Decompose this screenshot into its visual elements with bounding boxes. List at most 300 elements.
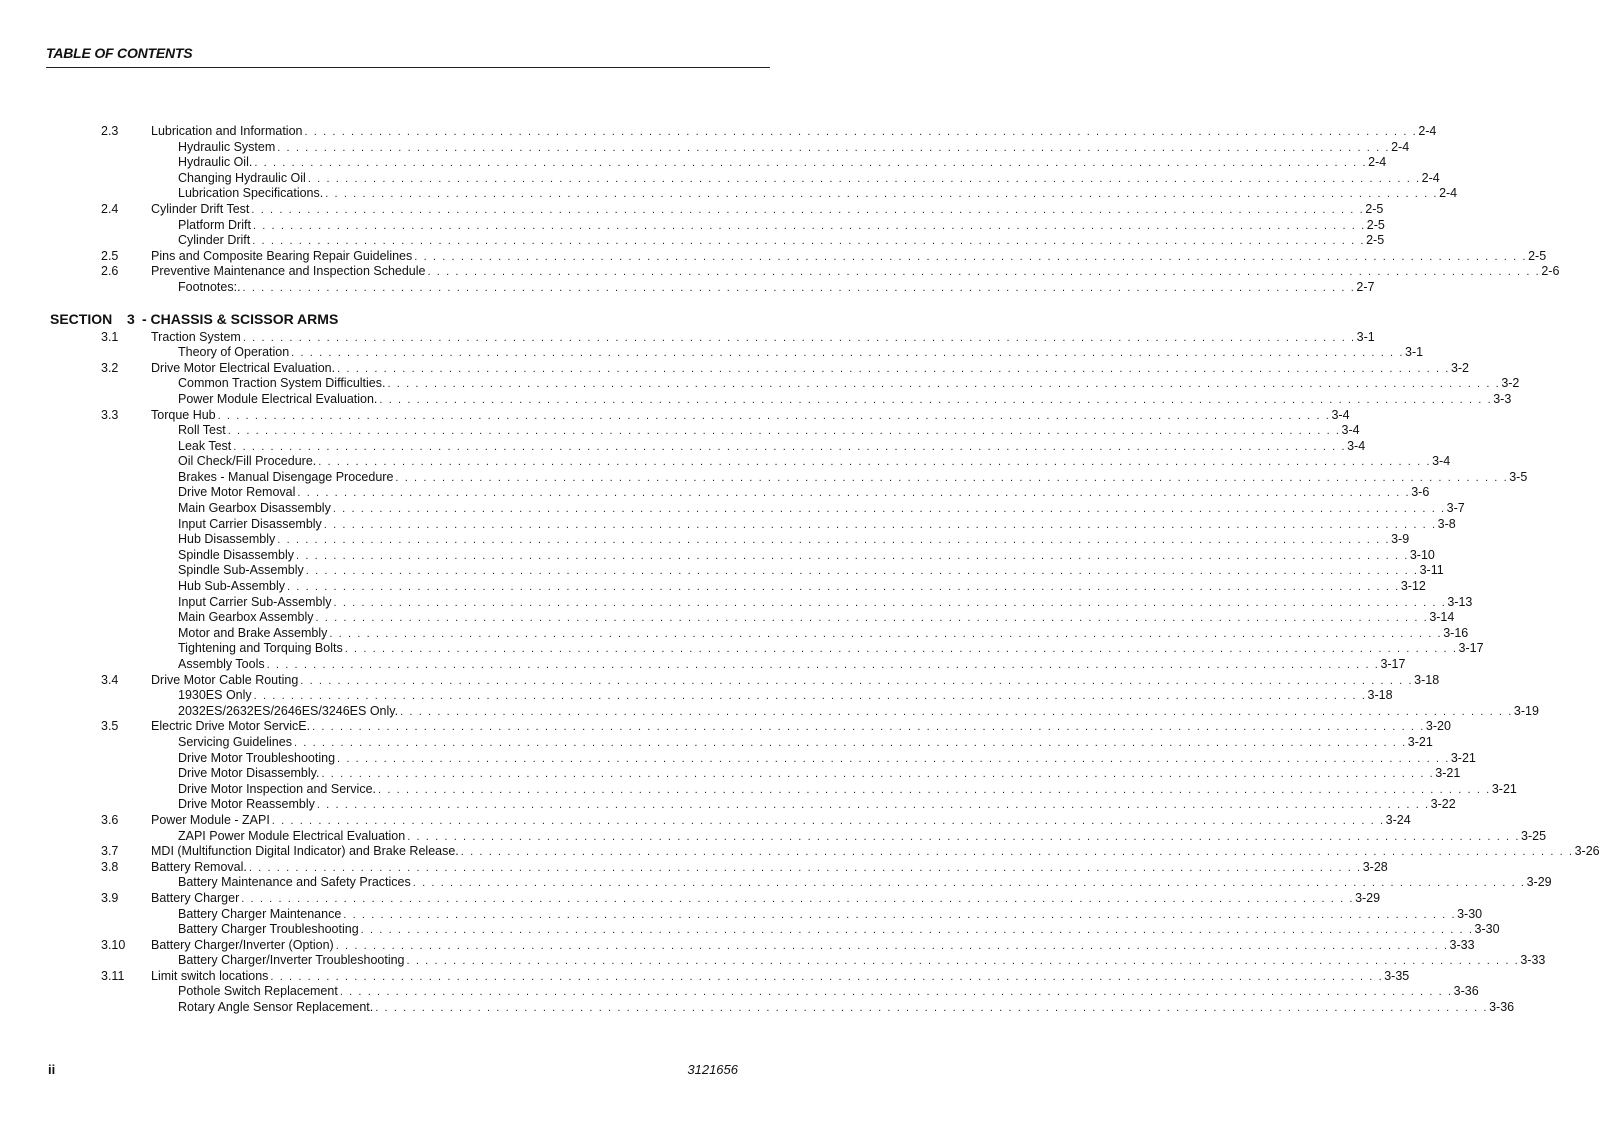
toc-entry-title: Drive Motor Troubleshooting [178, 750, 336, 765]
dot-leader: . . . . . . . . . . . . . . . . . . . . . . . . . . . . . . . . . . . . . . . . . . . . . . . . . . . . . . . . . . . . . . . . . . . . . . . . . . . . . . . . . . . . . . . . . . . . . . . . . . . . . . . . . . . . . . . . . . . . . . . . [287, 581, 1400, 594]
toc-row [0, 625, 1469, 642]
toc-row [0, 844, 1600, 860]
toc-entry-title: Lubrication and Information [151, 124, 303, 138]
toc-entry-title: Assembly Tools [178, 657, 265, 671]
toc-row [0, 547, 1435, 564]
toc-row [0, 610, 1455, 626]
toc-entry-link[interactable] [178, 186, 1458, 203]
toc-entry-number: 3.2 [101, 360, 119, 375]
header-divider [46, 67, 770, 68]
toc-entry-link[interactable] [178, 953, 1546, 970]
dot-leader: . . . . . . . . . . . . . . . . . . . . . . . . . . . . . . . . . . . . . . . . . . . . . . . . . . . . . . . . . . . . . . . . . . . . . . . . . . . . . . . . . . . . . . . . . . . . . . . . . . . . . . . . . . . . . . . . . . . . . . . . [271, 814, 1385, 827]
toc-entry-page: 2-6 [1541, 264, 1560, 279]
toc-entry-link[interactable] [178, 657, 1406, 674]
toc-entry-title: Preventive Maintenance and Inspection Schedule [151, 264, 426, 279]
toc-row [0, 248, 1547, 265]
dot-leader: . . . . . . . . . . . . . . . . . . . . . . . . . . . . . . . . . . . . . . . . . . . . . . . . . . . . . . . . . . . . . . . . . . . . . . . . . . . . . . . . . . . . . . . . . . . . . . . . . . . . . . . . . . . . . . . . . . . . . . . . [427, 266, 1541, 279]
dot-leader: . . . . . . . . . . . . . . . . . . . . . . . . . . . . . . . . . . . . . . . . . . . . . . . . . . . . . . . . . . . . . . . . . . . . . . . . . . . . . . . . . . . . . . . . . . . . . . . . . . . . . . . . . . . . . . . . . . . . . . . . [242, 331, 1356, 344]
toc-row [0, 984, 1479, 1000]
toc-entry-title: Common Traction System Difficulties. [178, 376, 386, 391]
toc-row [0, 968, 1410, 985]
toc-entry-title: Main Gearbox Disassembly [178, 501, 331, 516]
toc-entry-title: Roll Test [178, 423, 226, 438]
toc-entry-link[interactable] [178, 875, 1552, 892]
toc-entry-page: 2-4 [1391, 139, 1410, 154]
toc-row [0, 423, 1360, 439]
toc-row [0, 641, 1484, 657]
toc-entry-page: 3-20 [1425, 719, 1451, 734]
toc-entry-page: 3-19 [1513, 703, 1539, 718]
dot-leader: . . . . . . . . . . . . . . . . . . . . . . . . . . . . . . . . . . . . . . . . . . . . . . . . . . . . . . . . . . . . . . . . . . . . . . . . . . . . . . . . . . . . . . . . . . . . . . . . . . . . . . . . . . . . . . . . . . . . . . . . [254, 157, 1368, 170]
toc-entry-title: Battery Maintenance and Safety Practices [178, 875, 411, 890]
dot-leader: . . . . . . . . . . . . . . . . . . . . . . . . . . . . . . . . . . . . . . . . . . . . . . . . . . . . . . . . . . . . . . . . . . . . . . . . . . . . . . . . . . . . . . . . . . . . . . . . . . . . . . . . . . . . . . . . . . . . . . . . [375, 1002, 1489, 1015]
dot-leader: . . . . . . . . . . . . . . . . . . . . . . . . . . . . . . . . . . . . . . . . . . . . . . . . . . . . . . . . . . . . . . . . . . . . . . . . . . . . . . . . . . . . . . . . . . . . . . . . . . . . . . . . . . . . . . . . . . . . . . . . [339, 986, 1453, 999]
toc-row [0, 485, 1430, 501]
dot-leader: . . . . . . . . . . . . . . . . . . . . . . . . . . . . . . . . . . . . . . . . . . . . . . . . . . . . . . . . . . . . . . . . . . . . . . . . . . . . . . . . . . . . . . . . . . . . . . . . . . . . . . . . . . . . . . . . . . . . . . . . [329, 627, 1443, 640]
toc-row [0, 454, 1451, 470]
toc-entry-page: 3-17 [1458, 641, 1484, 656]
toc-entry-link[interactable] [178, 376, 1520, 393]
toc-entry-page: 2-4 [1368, 155, 1387, 170]
toc-entry-title: Limit switch locations [151, 968, 269, 983]
toc-entry-page: 3-7 [1446, 501, 1465, 516]
toc-entry-link[interactable] [151, 859, 1388, 877]
toc-entry-link[interactable] [151, 360, 1470, 378]
toc-entry-page: 3-21 [1450, 750, 1476, 765]
toc-entry-link[interactable] [178, 766, 1461, 783]
toc-entry-page: 3-28 [1362, 859, 1388, 874]
dot-leader: . . . . . . . . . . . . . . . . . . . . . . . . . . . . . . . . . . . . . . . . . . . . . . . . . . . . . . . . . . . . . . . . . . . . . . . . . . . . . . . . . . . . . . . . . . . . . . . . . . . . . . . . . . . . . . . . . . . . . . . . [378, 783, 1491, 796]
toc-entry-link[interactable] [178, 563, 1444, 580]
toc-entry-link[interactable] [178, 579, 1426, 596]
toc-row [0, 688, 1393, 704]
footer-doc-number: 3121656 [687, 1062, 738, 1077]
dot-leader: . . . . . . . . . . . . . . . . . . . . . . . . . . . . . . . . . . . . . . . . . . . . . . . . . . . . . . . . . . . . . . . . . . . . . . . . . . . . . . . . . . . . . . . . . . . . . . . . . . . . . . . . . . . . . . . . . . . . . . . . [266, 659, 1380, 671]
dot-leader: . . . . . . . . . . . . . . . . . . . . . . . . . . . . . . . . . . . . . . . . . . . . . . . . . . . . . . . . . . . . . . . . . . . . . . . . . . . . . . . . . . . . . . . . . . . . . . . . . . . . . . . . . . . . . . . . . . . . . . . . [407, 830, 1521, 843]
dot-leader: . . . . . . . . . . . . . . . . . . . . . . . . . . . . . . . . . . . . . . . . . . . . . . . . . . . . . . . . . . . . . . . . . . . . . . . . . . . . . . . . . . . . . . . . . . . . . . . . . . . . . . . . . . . . . . . . . . . . . . . . [270, 970, 1384, 983]
dot-leader: . . . . . . . . . . . . . . . . . . . . . . . . . . . . . . . . . . . . . . . . . . . . . . . . . . . . . . . . . . . . . . . . . . . . . . . . . . . . . . . . . . . . . . . . . . . . . . . . . . . . . . . . . . . . . . . . . . . . . . . . [277, 534, 1391, 547]
toc-entry-link[interactable] [178, 279, 1375, 297]
toc-entry-page: 3-26 [1574, 844, 1600, 859]
toc-row [0, 828, 1547, 845]
toc-entry-number: 3.8 [101, 859, 119, 874]
toc-row [0, 201, 1384, 218]
toc-entry-title: Hydraulic System [178, 139, 276, 154]
toc-entry-page: 3-10 [1409, 547, 1435, 562]
toc-entry-page: 3-6 [1411, 485, 1430, 500]
toc-entry-title: Pins and Composite Bearing Repair Guidelines [151, 248, 413, 263]
toc-entry-title: ZAPI Power Module Electrical Evaluation [178, 828, 406, 843]
toc-entry-link[interactable] [151, 329, 1375, 347]
toc-entry-number: 3.10 [101, 937, 126, 952]
toc-row [0, 703, 1539, 720]
toc-entry-link[interactable] [151, 248, 1547, 266]
toc-entry-title: 1930ES Only [178, 688, 252, 703]
toc-row [0, 890, 1381, 907]
page-header-title: TABLE OF CONTENTS [46, 45, 193, 61]
toc-entry-title: Brakes - Manual Disengage Procedure [178, 469, 394, 484]
toc-entry-page: 3-4 [1347, 438, 1366, 453]
toc-entry-number: 3.4 [101, 672, 119, 687]
toc-entry-page: 3-12 [1400, 579, 1426, 594]
toc-entry-title: Battery Charger/Inverter Troubleshooting [178, 953, 405, 968]
toc-entry-page: 3-30 [1457, 906, 1483, 921]
dot-leader: . . . . . . . . . . . . . . . . . . . . . . . . . . . . . . . . . . . . . . . . . . . . . . . . . . . . . . . . . . . . . . . . . . . . . . . . . . . . . . . . . . . . . . . . . . . . . . . . . . . . . . . . . . . . . . . . . . . . . . . . [379, 393, 1493, 406]
toc-row [0, 657, 1406, 673]
toc-entry-link[interactable] [178, 217, 1385, 235]
toc-entry-number: 2.3 [101, 124, 119, 138]
toc-entry-page: 3-4 [1331, 407, 1350, 422]
toc-row [0, 797, 1456, 813]
toc-entry-link[interactable] [178, 984, 1479, 1001]
dot-leader: . . . . . . . . . . . . . . . . . . . . . . . . . . . . . . . . . . . . . . . . . . . . . . . . . . . . . . . . . . . . . . . . . . . . . . . . . . . . . . . . . . . . . . . . . . . . . . . . . . . . . . . . . . . . . . . . . . . . . . . . [387, 378, 1501, 391]
toc-entry-link[interactable] [178, 688, 1393, 705]
toc-entry-title: Hub Disassembly [178, 532, 276, 547]
toc-entry-title: Battery Charger Troubleshooting [178, 922, 359, 937]
toc-entry-title: Electric Drive Motor ServicE. [151, 719, 311, 734]
toc-entry-number: 2.6 [101, 264, 119, 279]
toc-entry-page: 3-21 [1491, 781, 1517, 796]
dot-leader: . . . . . . . . . . . . . . . . . . . . . . . . . . . . . . . . . . . . . . . . . . . . . . . . . . . . . . . . . . . . . . . . . . . . . . . . . . . . . . . . . . . . . . . . . . . . . . . . . . . . . . . . . . . . . . . . . . . . . . . . [312, 721, 1425, 734]
dot-leader: . . . . . . . . . . . . . . . . . . . . . . . . . . . . . . . . . . . . . . . . . . . . . . . . . . . . . . . . . . . . . . . . . . . . . . . . . . . . . . . . . . . . . . . . . . . . . . . . . . . . . . . . . . . . . . . . . . . . . . . . [252, 235, 1366, 248]
dot-leader: . . . . . . . . . . . . . . . . . . . . . . . . . . . . . . . . . . . . . . . . . . . . . . . . . . . . . . . . . . . . . . . . . . . . . . . . . . . . . . . . . . . . . . . . . . . . . . . . . . . . . . . . . . . . . . . . . . . . . . . . [460, 846, 1574, 859]
toc-entry-number: 3.3 [101, 407, 119, 422]
toc-row [0, 155, 1387, 171]
toc-entry-page: 3-16 [1443, 625, 1469, 640]
toc-entry-title: Changing Hydraulic Oil [178, 170, 306, 185]
toc-entry-title: Drive Motor Disassembly. [178, 766, 320, 781]
dot-leader: . . . . . . . . . . . . . . . . . . . . . . . . . . . . . . . . . . . . . . . . . . . . . . . . . . . . . . . . . . . . . . . . . . . . . . . . . . . . . . . . . . . . . . . . . . . . . . . . . . . . . . . . . . . . . . . . . . . . . . . . [217, 409, 1331, 422]
toc-entry-link[interactable] [151, 937, 1475, 955]
toc-row [0, 438, 1366, 455]
toc-entry-page: 3-24 [1385, 812, 1411, 827]
toc-entry-link[interactable] [151, 264, 1560, 281]
toc-entry-title: Drive Motor Inspection and Service. [178, 781, 377, 796]
toc-entry-link[interactable] [151, 672, 1440, 690]
dot-leader: . . . . . . . . . . . . . . . . . . . . . . . . . . . . . . . . . . . . . . . . . . . . . . . . . . . . . . . . . . . . . . . . . . . . . . . . . . . . . . . . . . . . . . . . . . . . . . . . . . . . . . . . . . . . . . . . . . . . . . . . [343, 908, 1457, 921]
toc-row [0, 1000, 1515, 1016]
toc-entry-page: 2-4 [1439, 186, 1458, 201]
toc-entry-title: Tightening and Torquing Bolts [178, 641, 343, 656]
toc-entry-page: 2-5 [1366, 217, 1385, 232]
toc-entry-title: Lubrication Specifications. [178, 186, 324, 201]
toc-entry-title: Servicing Guidelines [178, 734, 292, 749]
dot-leader: . . . . . . . . . . . . . . . . . . . . . . . . . . . . . . . . . . . . . . . . . . . . . . . . . . . . . . . . . . . . . . . . . . . . . . . . . . . . . . . . . . . . . . . . . . . . . . . . . . . . . . . . . . . . . . . . . . . . . . . . [412, 877, 1526, 890]
toc-entry-title: Footnotes:. [178, 279, 241, 294]
toc-entry-title: Motor and Brake Assembly [178, 625, 328, 640]
toc-entry-title: Spindle Disassembly [178, 547, 295, 562]
toc-entry-link[interactable] [151, 844, 1600, 861]
toc-block-section-2 [0, 124, 1560, 296]
toc-entry-link[interactable] [178, 516, 1456, 534]
toc-row [0, 719, 1451, 735]
dot-leader: . . . . . . . . . . . . . . . . . . . . . . . . . . . . . . . . . . . . . . . . . . . . . . . . . . . . . . . . . . . . . . . . . . . . . . . . . . . . . . . . . . . . . . . . . . . . . . . . . . . . . . . . . . . . . . . . . . . . . . . . [414, 250, 1528, 263]
dot-leader: . . . . . . . . . . . . . . . . . . . . . . . . . . . . . . . . . . . . . . . . . . . . . . . . . . . . . . . . . . . . . . . . . . . . . . . . . . . . . . . . . . . . . . . . . . . . . . . . . . . . . . . . . . . . . . . . . . . . . . . . [316, 799, 1430, 812]
toc-entry-link[interactable] [178, 423, 1360, 440]
dot-leader: . . . . . . . . . . . . . . . . . . . . . . . . . . . . . . . . . . . . . . . . . . . . . . . . . . . . . . . . . . . . . . . . . . . . . . . . . . . . . . . . . . . . . . . . . . . . . . . . . . . . . . . . . . . . . . . . . . . . . . . . [293, 736, 1407, 749]
toc-entry-title: Hub Sub-Assembly [178, 579, 285, 594]
toc-entry-link[interactable] [151, 890, 1381, 908]
toc-entry-link[interactable] [178, 828, 1547, 846]
dot-leader: . . . . . . . . . . . . . . . . . . . . . . . . . . . . . . . . . . . . . . . . . . . . . . . . . . . . . . . . . . . . . . . . . . . . . . . . . . . . . . . . . . . . . . . . . . . . . . . . . . . . . . . . . . . . . . . . . . . . . . . . [251, 203, 1365, 216]
toc-entry-title: Input Carrier Disassembly [178, 516, 322, 531]
toc-block-section-3 [0, 329, 1600, 1016]
toc-entry-title: Torque Hub [151, 407, 216, 422]
dot-leader: . . . . . . . . . . . . . . . . . . . . . . . . . . . . . . . . . . . . . . . . . . . . . . . . . . . . . . . . . . . . . . . . . . . . . . . . . . . . . . . . . . . . . . . . . . . . . . . . . . . . . . . . . . . . . . . . . . . . . . . . [406, 955, 1520, 968]
toc-entry-title: Oil Check/Fill Procedure. [178, 454, 317, 469]
dot-leader: . . . . . . . . . . . . . . . . . . . . . . . . . . . . . . . . . . . . . . . . . . . . . . . . . . . . . . . . . . . . . . . . . . . . . . . . . . . . . . . . . . . . . . . . . . . . . . . . . . . . . . . . . . . . . . . . . . . . . . . . [360, 924, 1474, 937]
toc-entry-link[interactable] [178, 750, 1476, 768]
toc-entry-link[interactable] [178, 922, 1500, 939]
dot-leader: . . . . . . . . . . . . . . . . . . . . . . . . . . . . . . . . . . . . . . . . . . . . . . . . . . . . . . . . . . . . . . . . . . . . . . . . . . . . . . . . . . . . . . . . . . . . . . . . . . . . . . . . . . . . . . . . . . . . . . . . [291, 347, 1404, 360]
toc-entry-title: 2032ES/2632ES/2646ES/3246ES Only. [178, 703, 399, 718]
toc-entry-link[interactable] [151, 407, 1350, 425]
dot-leader: . . . . . . . . . . . . . . . . . . . . . . . . . . . . . . . . . . . . . . . . . . . . . . . . . . . . . . . . . . . . . . . . . . . . . . . . . . . . . . . . . . . . . . . . . . . . . . . . . . . . . . . . . . . . . . . . . . . . . . . . [315, 612, 1429, 625]
dot-leader: . . . . . . . . . . . . . . . . . . . . . . . . . . . . . . . . . . . . . . . . . . . . . . . . . . . . . . . . . . . . . . . . . . . . . . . . . . . . . . . . . . . . . . . . . . . . . . . . . . . . . . . . . . . . . . . . . . . . . . . . [321, 768, 1435, 781]
toc-row [0, 186, 1458, 202]
dot-leader: . . . . . . . . . . . . . . . . . . . . . . . . . . . . . . . . . . . . . . . . . . . . . . . . . . . . . . . . . . . . . . . . . . . . . . . . . . . . . . . . . . . . . . . . . . . . . . . . . . . . . . . . . . . . . . . . . . . . . . . . [233, 440, 1347, 453]
dot-leader: . . . . . . . . . . . . . . . . . . . . . . . . . . . . . . . . . . . . . . . . . . . . . . . . . . . . . . . . . . . . . . . . . . . . . . . . . . . . . . . . . . . . . . . . . . . . . . . . . . . . . . . . . . . . . . . . . . . . . . . . [242, 281, 1356, 294]
dot-leader: . . . . . . . . . . . . . . . . . . . . . . . . . . . . . . . . . . . . . . . . . . . . . . . . . . . . . . . . . . . . . . . . . . . . . . . . . . . . . . . . . . . . . . . . . . . . . . . . . . . . . . . . . . . . . . . . . . . . . . . . [277, 141, 1391, 154]
toc-entry-number: 3.9 [101, 890, 119, 905]
toc-entry-number: 3.1 [101, 329, 119, 344]
dot-leader: . . . . . . . . . . . . . . . . . . . . . . . . . . . . . . . . . . . . . . . . . . . . . . . . . . . . . . . . . . . . . . . . . . . . . . . . . . . . . . . . . . . . . . . . . . . . . . . . . . . . . . . . . . . . . . . . . . . . . . . . [304, 126, 1418, 138]
toc-row [0, 812, 1411, 829]
toc-entry-link[interactable] [178, 469, 1528, 487]
toc-entry-link[interactable] [178, 594, 1473, 612]
toc-row [0, 516, 1456, 533]
toc-row [0, 922, 1500, 938]
dot-leader: . . . . . . . . . . . . . . . . . . . . . . . . . . . . . . . . . . . . . . . . . . . . . . . . . . . . . . . . . . . . . . . . . . . . . . . . . . . . . . . . . . . . . . . . . . . . . . . . . . . . . . . . . . . . . . . . . . . . . . . . [323, 518, 1437, 531]
toc-entry-title: Spindle Sub-Assembly [178, 563, 304, 578]
toc-row [0, 407, 1350, 424]
toc-row [0, 329, 1375, 346]
toc-entry-link[interactable] [178, 797, 1456, 814]
toc-entry-page: 2-5 [1366, 233, 1385, 248]
toc-entry-link[interactable] [178, 610, 1455, 627]
toc-entry-page: 3-21 [1407, 734, 1433, 749]
toc-entry-page: 3-8 [1437, 516, 1456, 531]
toc-entry-page: 3-21 [1435, 766, 1461, 781]
toc-entry-title: Theory of Operation [178, 345, 290, 360]
toc-entry-page: 3-36 [1489, 1000, 1515, 1015]
toc-entry-title: Drive Motor Removal [178, 485, 296, 500]
toc-entry-link[interactable] [178, 703, 1539, 721]
toc-entry-page: 3-35 [1384, 968, 1410, 983]
toc-row [0, 124, 1437, 140]
dot-leader: . . . . . . . . . . . . . . . . . . . . . . . . . . . . . . . . . . . . . . . . . . . . . . . . . . . . . . . . . . . . . . . . . . . . . . . . . . . . . . . . . . . . . . . . . . . . . . . . . . . . . . . . . . . . . . . . . . . . . . . . [227, 425, 1341, 438]
toc-row [0, 469, 1528, 486]
dot-leader: . . . . . . . . . . . . . . . . . . . . . . . . . . . . . . . . . . . . . . . . . . . . . . . . . . . . . . . . . . . . . . . . . . . . . . . . . . . . . . . . . . . . . . . . . . . . . . . . . . . . . . . . . . . . . . . . . . . . . . . . [296, 549, 1409, 562]
section-number: 3 [127, 310, 135, 327]
toc-row [0, 875, 1552, 891]
toc-row [0, 376, 1520, 392]
dot-leader: . . . . . . . . . . . . . . . . . . . . . . . . . . . . . . . . . . . . . . . . . . . . . . . . . . . . . . . . . . . . . . . . . . . . . . . . . . . . . . . . . . . . . . . . . . . . . . . . . . . . . . . . . . . . . . . . . . . . . . . . [395, 471, 1509, 484]
dot-leader: . . . . . . . . . . . . . . . . . . . . . . . . . . . . . . . . . . . . . . . . . . . . . . . . . . . . . . . . . . . . . . . . . . . . . . . . . . . . . . . . . . . . . . . . . . . . . . . . . . . . . . . . . . . . . . . . . . . . . . . . [241, 892, 1355, 905]
toc-entry-page: 3-22 [1430, 797, 1456, 812]
toc-entry-title: Drive Motor Reassembly [178, 797, 315, 812]
section-heading [0, 310, 866, 328]
toc-entry-title: Rotary Angle Sensor Replacement. [178, 1000, 374, 1015]
toc-row [0, 937, 1475, 954]
toc-entry-link[interactable] [178, 906, 1483, 924]
toc-row [0, 264, 1560, 280]
toc-row [0, 279, 1375, 296]
dot-leader: . . . . . . . . . . . . . . . . . . . . . . . . . . . . . . . . . . . . . . . . . . . . . . . . . . . . . . . . . . . . . . . . . . . . . . . . . . . . . . . . . . . . . . . . . . . . . . . . . . . . . . . . . . . . . . . . . . . . . . . . [325, 188, 1439, 201]
dot-leader: . . . . . . . . . . . . . . . . . . . . . . . . . . . . . . . . . . . . . . . . . . . . . . . . . . . . . . . . . . . . . . . . . . . . . . . . . . . . . . . . . . . . . . . . . . . . . . . . . . . . . . . . . . . . . . . . . . . . . . . . [337, 362, 1450, 375]
toc-row [0, 345, 1424, 361]
toc-entry-link[interactable] [178, 155, 1387, 172]
toc-entry-link[interactable] [178, 139, 1410, 157]
toc-row [0, 859, 1388, 876]
toc-entry-page: 3-4 [1341, 423, 1360, 438]
toc-entry-page: 3-9 [1391, 532, 1410, 547]
toc-entry-title: Hydraulic Oil. [178, 155, 253, 170]
dot-leader: . . . . . . . . . . . . . . . . . . . . . . . . . . . . . . . . . . . . . . . . . . . . . . . . . . . . . . . . . . . . . . . . . . . . . . . . . . . . . . . . . . . . . . . . . . . . . . . . . . . . . . . . . . . . . . . . . . . . . . . . [400, 705, 1513, 718]
toc-row [0, 360, 1470, 377]
toc-entry-link[interactable] [151, 812, 1411, 830]
toc-entry-number: 2.5 [101, 248, 119, 263]
toc-entry-page: 2-7 [1356, 279, 1375, 294]
toc-entry-page: 2-4 [1418, 124, 1437, 138]
toc-entry-page: 3-33 [1449, 937, 1475, 952]
toc-row [0, 563, 1444, 579]
toc-entry-page: 3-3 [1493, 391, 1512, 406]
toc-entry-title: Main Gearbox Assembly [178, 610, 314, 625]
toc-entry-title: Battery Removal. [151, 859, 247, 874]
dot-leader: . . . . . . . . . . . . . . . . . . . . . . . . . . . . . . . . . . . . . . . . . . . . . . . . . . . . . . . . . . . . . . . . . . . . . . . . . . . . . . . . . . . . . . . . . . . . . . . . . . . . . . . . . . . . . . . . . . . . . . . . [253, 690, 1367, 703]
toc-entry-link[interactable] [178, 532, 1410, 549]
toc-entry-link[interactable] [151, 201, 1384, 219]
toc-entry-title: Drive Motor Electrical Evaluation. [151, 360, 336, 375]
toc-row [0, 217, 1385, 234]
section-label: SECTION [50, 310, 113, 327]
toc-entry-page: 3-2 [1450, 360, 1470, 375]
toc-entry-title: Power Module - ZAPI [151, 812, 270, 827]
dot-leader: . . . . . . . . . . . . . . . . . . . . . . . . . . . . . . . . . . . . . . . . . . . . . . . . . . . . . . . . . . . . . . . . . . . . . . . . . . . . . . . . . . . . . . . . . . . . . . . . . . . . . . . . . . . . . . . . . . . . . . . . [297, 487, 1411, 500]
dot-leader: . . . . . . . . . . . . . . . . . . . . . . . . . . . . . . . . . . . . . . . . . . . . . . . . . . . . . . . . . . . . . . . . . . . . . . . . . . . . . . . . . . . . . . . . . . . . . . . . . . . . . . . . . . . . . . . . . . . . . . . . [318, 456, 1432, 469]
toc-entry-page: 3-13 [1447, 594, 1473, 609]
dot-leader: . . . . . . . . . . . . . . . . . . . . . . . . . . . . . . . . . . . . . . . . . . . . . . . . . . . . . . . . . . . . . . . . . . . . . . . . . . . . . . . . . . . . . . . . . . . . . . . . . . . . . . . . . . . . . . . . . . . . . . . . [252, 219, 1366, 232]
toc-entry-link[interactable] [151, 968, 1410, 986]
toc-entry-title: Battery Charger Maintenance [178, 906, 342, 921]
toc-entry-number: 3.7 [101, 844, 119, 859]
toc-entry-page: 2-5 [1365, 201, 1384, 216]
toc-entry-link[interactable] [178, 170, 1440, 188]
toc-entry-page: 3-36 [1453, 984, 1479, 999]
toc-entry-link[interactable] [178, 233, 1385, 250]
toc-entry-page: 3-1 [1356, 329, 1375, 344]
dot-leader: . . . . . . . . . . . . . . . . . . . . . . . . . . . . . . . . . . . . . . . . . . . . . . . . . . . . . . . . . . . . . . . . . . . . . . . . . . . . . . . . . . . . . . . . . . . . . . . . . . . . . . . . . . . . . . . . . . . . . . . . [332, 503, 1446, 516]
toc-row [0, 594, 1473, 611]
toc-entry-link[interactable] [178, 454, 1451, 471]
toc-entry-link[interactable] [178, 485, 1430, 502]
toc-entry-page: 3-4 [1432, 454, 1451, 469]
toc-entry-title: Power Module Electrical Evaluation. [178, 391, 378, 406]
toc-row [0, 579, 1426, 595]
toc-row [0, 672, 1440, 689]
toc-entry-link[interactable] [178, 734, 1433, 752]
toc-entry-title: Traction System [151, 329, 241, 344]
toc-entry-title: Battery Charger/Inverter (Option) [151, 937, 334, 952]
toc-entry-number: 3.6 [101, 812, 119, 827]
toc-row [0, 906, 1483, 923]
toc-entry-link[interactable] [151, 124, 1437, 141]
toc-entry-page: 3-33 [1520, 953, 1546, 968]
dot-leader: . . . . . . . . . . . . . . . . . . . . . . . . . . . . . . . . . . . . . . . . . . . . . . . . . . . . . . . . . . . . . . . . . . . . . . . . . . . . . . . . . . . . . . . . . . . . . . . . . . . . . . . . . . . . . . . . . . . . . . . . [344, 643, 1458, 656]
toc-entry-link[interactable] [178, 547, 1435, 565]
toc-entry-title: Platform Drift [178, 217, 251, 232]
toc-entry-number: 3.5 [101, 719, 119, 734]
toc-entry-link[interactable] [178, 625, 1469, 643]
toc-entry-link[interactable] [178, 391, 1512, 409]
toc-entry-title: Leak Test [178, 438, 232, 453]
toc-entry-page: 3-14 [1429, 610, 1455, 625]
toc-entry-page: 2-5 [1528, 248, 1547, 263]
toc-row [0, 170, 1440, 187]
dot-leader: . . . . . . . . . . . . . . . . . . . . . . . . . . . . . . . . . . . . . . . . . . . . . . . . . . . . . . . . . . . . . . . . . . . . . . . . . . . . . . . . . . . . . . . . . . . . . . . . . . . . . . . . . . . . . . . . . . . . . . . . [333, 596, 1447, 609]
toc-row [0, 532, 1410, 548]
dot-leader: . . . . . . . . . . . . . . . . . . . . . . . . . . . . . . . . . . . . . . . . . . . . . . . . . . . . . . . . . . . . . . . . . . . . . . . . . . . . . . . . . . . . . . . . . . . . . . . . . . . . . . . . . . . . . . . . . . . . . . . . [305, 565, 1419, 578]
toc-entry-page: 3-18 [1367, 688, 1393, 703]
toc-entry-number: 2.4 [101, 201, 119, 216]
toc-row [0, 139, 1410, 156]
toc-entry-page: 3-2 [1501, 376, 1520, 391]
toc-entry-link[interactable] [178, 1000, 1515, 1017]
toc-entry-link[interactable] [178, 345, 1424, 362]
toc-entry-link[interactable] [178, 781, 1517, 799]
dot-leader: . . . . . . . . . . . . . . . . . . . . . . . . . . . . . . . . . . . . . . . . . . . . . . . . . . . . . . . . . . . . . . . . . . . . . . . . . . . . . . . . . . . . . . . . . . . . . . . . . . . . . . . . . . . . . . . . . . . . . . . . [300, 674, 1414, 687]
toc-entry-number: 3.11 [101, 968, 125, 983]
toc-entry-title: Drive Motor Cable Routing [151, 672, 299, 687]
toc-entry-page: 3-29 [1355, 890, 1381, 905]
toc-row [0, 750, 1476, 767]
toc-row [0, 501, 1465, 517]
toc-entry-link[interactable] [178, 501, 1465, 518]
toc-entry-title: Input Carrier Sub-Assembly [178, 594, 332, 609]
dot-leader: . . . . . . . . . . . . . . . . . . . . . . . . . . . . . . . . . . . . . . . . . . . . . . . . . . . . . . . . . . . . . . . . . . . . . . . . . . . . . . . . . . . . . . . . . . . . . . . . . . . . . . . . . . . . . . . . . . . . . . . . [307, 172, 1421, 185]
toc-entry-link[interactable] [178, 641, 1484, 658]
toc-row [0, 391, 1512, 408]
toc-entry-link[interactable] [178, 438, 1366, 456]
dot-leader: . . . . . . . . . . . . . . . . . . . . . . . . . . . . . . . . . . . . . . . . . . . . . . . . . . . . . . . . . . . . . . . . . . . . . . . . . . . . . . . . . . . . . . . . . . . . . . . . . . . . . . . . . . . . . . . . . . . . . . . . [248, 861, 1362, 874]
dot-leader: . . . . . . . . . . . . . . . . . . . . . . . . . . . . . . . . . . . . . . . . . . . . . . . . . . . . . . . . . . . . . . . . . . . . . . . . . . . . . . . . . . . . . . . . . . . . . . . . . . . . . . . . . . . . . . . . . . . . . . . . [337, 752, 1450, 765]
dot-leader: . . . . . . . . . . . . . . . . . . . . . . . . . . . . . . . . . . . . . . . . . . . . . . . . . . . . . . . . . . . . . . . . . . . . . . . . . . . . . . . . . . . . . . . . . . . . . . . . . . . . . . . . . . . . . . . . . . . . . . . . [335, 939, 1449, 952]
toc-entry-page: 3-5 [1509, 469, 1528, 484]
toc-entry-link[interactable] [151, 719, 1451, 736]
toc-row [0, 734, 1433, 751]
table-of-contents [0, 124, 1600, 1016]
toc-row [0, 953, 1546, 969]
toc-entry-page: 3-29 [1526, 875, 1552, 890]
section-title: - CHASSIS & SCISSOR ARMS [142, 310, 339, 327]
toc-entry-title: Cylinder Drift Test [151, 201, 250, 216]
footer-page-number: ii [48, 1062, 56, 1077]
toc-entry-title: Pothole Switch Replacement [178, 984, 338, 999]
toc-entry-page: 3-11 [1419, 563, 1444, 578]
toc-entry-title: Cylinder Drift [178, 233, 251, 248]
toc-entry-title: Battery Charger [151, 890, 240, 905]
toc-entry-page: 3-1 [1405, 345, 1424, 360]
toc-entry-page: 3-17 [1380, 657, 1406, 671]
toc-row [0, 781, 1517, 798]
toc-row [0, 766, 1461, 782]
toc-entry-page: 3-18 [1414, 672, 1440, 687]
toc-row [0, 233, 1385, 249]
toc-entry-page: 3-25 [1521, 828, 1547, 843]
toc-entry-page: 2-4 [1421, 170, 1440, 185]
toc-entry-page: 3-30 [1474, 922, 1500, 937]
